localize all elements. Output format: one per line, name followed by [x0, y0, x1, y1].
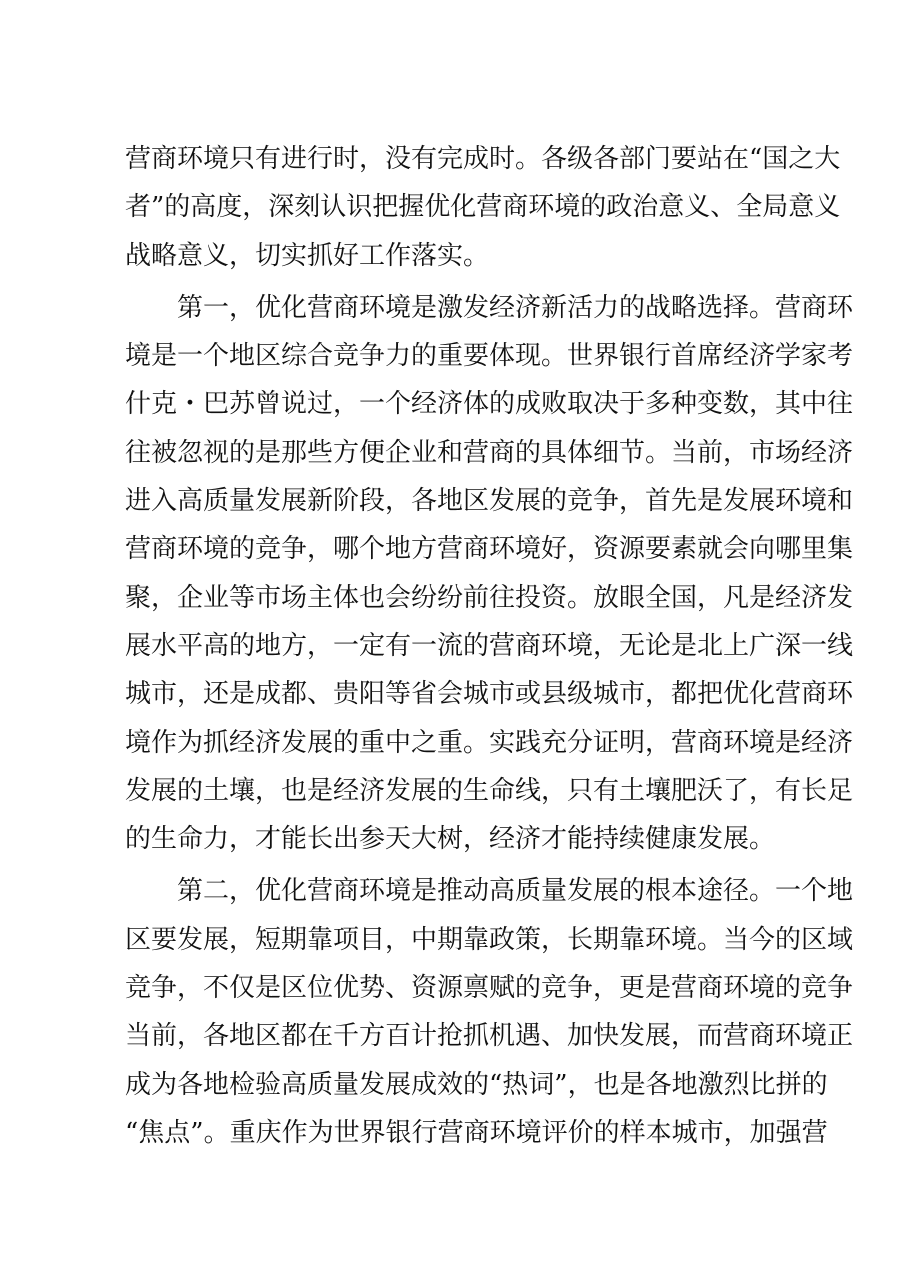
text-line: 成为各地检验高质量发展成效的“热词”，也是各地激烈比拼的 — [125, 1069, 828, 1100]
paragraph-second — [125, 867, 854, 1157]
text-line: 进入高质量发展新阶段，各地区发展的竞争，首先是发展环境和 — [125, 486, 854, 517]
text-line: 境作为抓经济发展的重中之重。实践充分证明，营商环境是经济 — [125, 727, 854, 758]
text-line: 营商环境的竞争，哪个地方营商环境好，资源要素就会向哪里集 — [125, 534, 854, 565]
document-body — [125, 135, 854, 1157]
text-line: 第一，优化营商环境是激发经济新活力的战略选择。营商环 — [177, 292, 854, 323]
text-line: 的生命力，才能长出参天大树，经济才能持续健康发展。 — [125, 824, 776, 855]
text-line: 竞争，不仅是区位优势、资源禀赋的竞争，更是营商环境的竞争 — [125, 973, 854, 1004]
text-line: 发展的土壤，也是经济发展的生命线，只有土壤肥沃了，有长足 — [125, 775, 854, 806]
text-line: 者”的高度，深刻认识把握优化营商环境的政治意义、全局意义 — [125, 192, 841, 223]
text-line: 展水平高的地方，一定有一流的营商环境，无论是北上广深一线 — [125, 630, 854, 661]
text-line: 城市，还是成都、贵阳等省会城市或县级城市，都把优化营商环 — [125, 679, 854, 710]
text-line: 往被忽视的是那些方便企业和营商的具体细节。当前，市场经济 — [125, 437, 854, 468]
paragraph-first — [125, 284, 854, 864]
text-line: 当前，各地区都在千方百计抢抓机遇、加快发展，而营商环境正 — [125, 1021, 854, 1052]
paragraph-continuation — [125, 135, 841, 280]
text-line: 境是一个地区综合竞争力的重要体现。世界银行首席经济学家考 — [125, 341, 854, 372]
text-line: 区要发展，短期靠项目，中期靠政策，长期靠环境。当今的区域 — [125, 924, 854, 955]
text-line: 聚，企业等市场主体也会纷纷前往投资。放眼全国，凡是经济发 — [125, 582, 854, 613]
text-line: “焦点”。重庆作为世界银行营商环境评价的样本城市，加强营 — [125, 1117, 828, 1148]
text-line: 第二，优化营商环境是推动高质量发展的根本途径。一个地 — [177, 876, 854, 907]
text-line: 战略意义，切实抓好工作落实。 — [125, 240, 490, 271]
text-line: 什克・巴苏曾说过，一个经济体的成败取决于多种变数，其中往 — [125, 389, 854, 420]
text-line: 营商环境只有进行时，没有完成时。各级各部门要站在“国之大 — [125, 144, 841, 174]
